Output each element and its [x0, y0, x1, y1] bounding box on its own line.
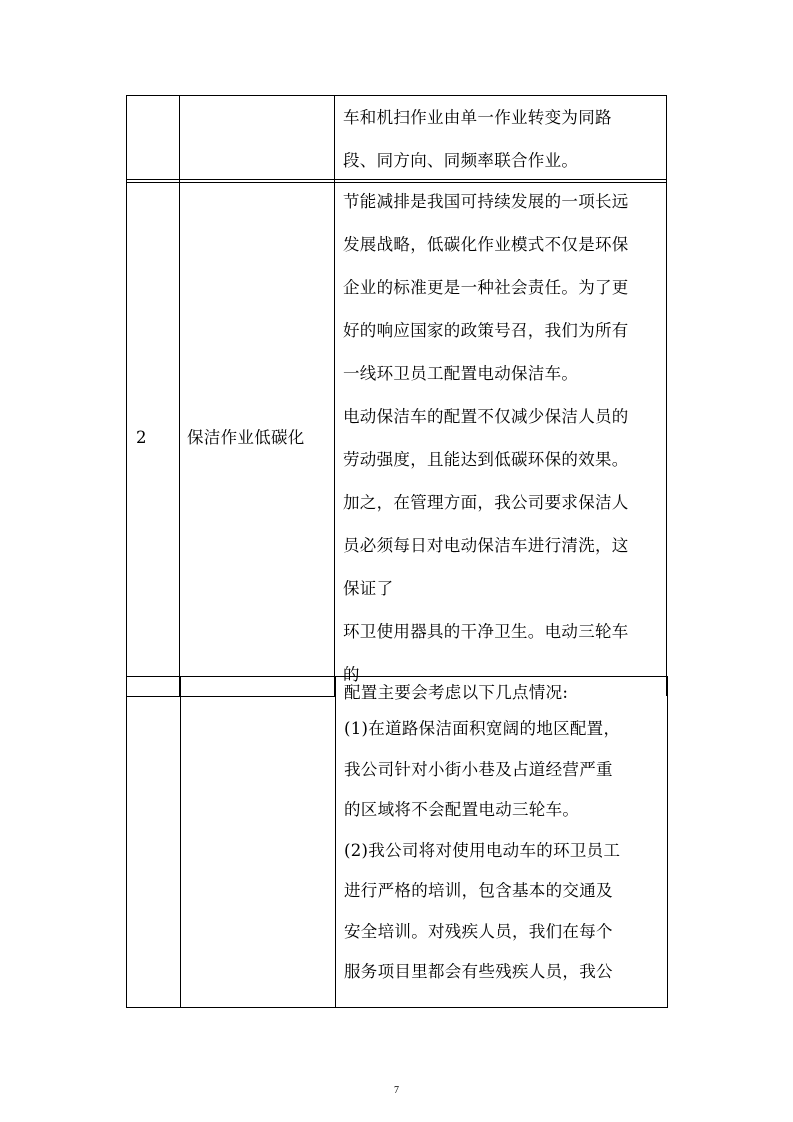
content-line: 环卫使用器具的干净卫生。电动三轮车 [343, 622, 629, 641]
content-line: 服务项目里都会有些残疾人员，我公 [344, 962, 613, 981]
content-line: 的 [343, 665, 360, 684]
table-segment-3 [126, 676, 668, 1008]
content-line: 进行严格的培训，包含基本的交通及 [344, 881, 613, 900]
content-line: 我公司针对小街小巷及占道经营严重 [344, 759, 613, 779]
content-line: (1)在道路保洁面积宽阔的地区配置， [344, 719, 621, 738]
content-line: 好的响应国家的政策号召，我们为所有 [343, 321, 629, 340]
row-number-cell [127, 677, 181, 1008]
content-line: 一线环卫员工配置电动保洁车。 [343, 364, 579, 383]
table-row [127, 677, 668, 1008]
content-line: 车和机扫作业由单一作业转变为同路 [343, 108, 612, 127]
row-number-cell [127, 96, 180, 183]
content-line: 电动保洁车的配置不仅减少保洁人员的 [343, 407, 629, 426]
row-content-cell [335, 180, 667, 697]
row-name-cell: 保洁作业低碳化 [180, 180, 335, 697]
content-line: 节能减排是我国可持续发展的一项长远 [343, 192, 629, 211]
content-line: 安全培训。对残疾人员，我们在每个 [344, 921, 613, 941]
row-number-cell: 2 [127, 180, 180, 697]
content-line: 的区域将不会配置电动三轮车。 [344, 800, 580, 819]
row-name-cell [180, 96, 335, 183]
row-content-cell [336, 677, 668, 1008]
content-line: 段、同方向、同频率联合作业。 [343, 151, 579, 170]
page-number: 7 [394, 1085, 399, 1096]
table-row [127, 96, 667, 183]
content-line: 加之，在管理方面，我公司要求保洁人 [343, 493, 629, 512]
content-line: 保证了 [343, 579, 394, 598]
content-line: 员必须每日对电动保洁车进行清洗，这 [343, 536, 629, 555]
content-line: 劳动强度，且能达到低碳环保的效果。 [343, 450, 629, 469]
table-row [127, 180, 667, 697]
row-name-cell [181, 677, 336, 1008]
table-segment-1 [126, 95, 667, 183]
content-line: 发展战略，低碳化作业模式不仅是环保 [343, 235, 629, 254]
content-line: (2)我公司将对使用电动车的环卫员工 [344, 840, 621, 860]
table-segment-2 [126, 179, 667, 697]
row-content-cell [335, 96, 667, 183]
content-line: 企业的标准更是一种社会责任。为了更 [343, 278, 629, 297]
content-line: 配置主要会考虑以下几点情况: [344, 683, 569, 702]
